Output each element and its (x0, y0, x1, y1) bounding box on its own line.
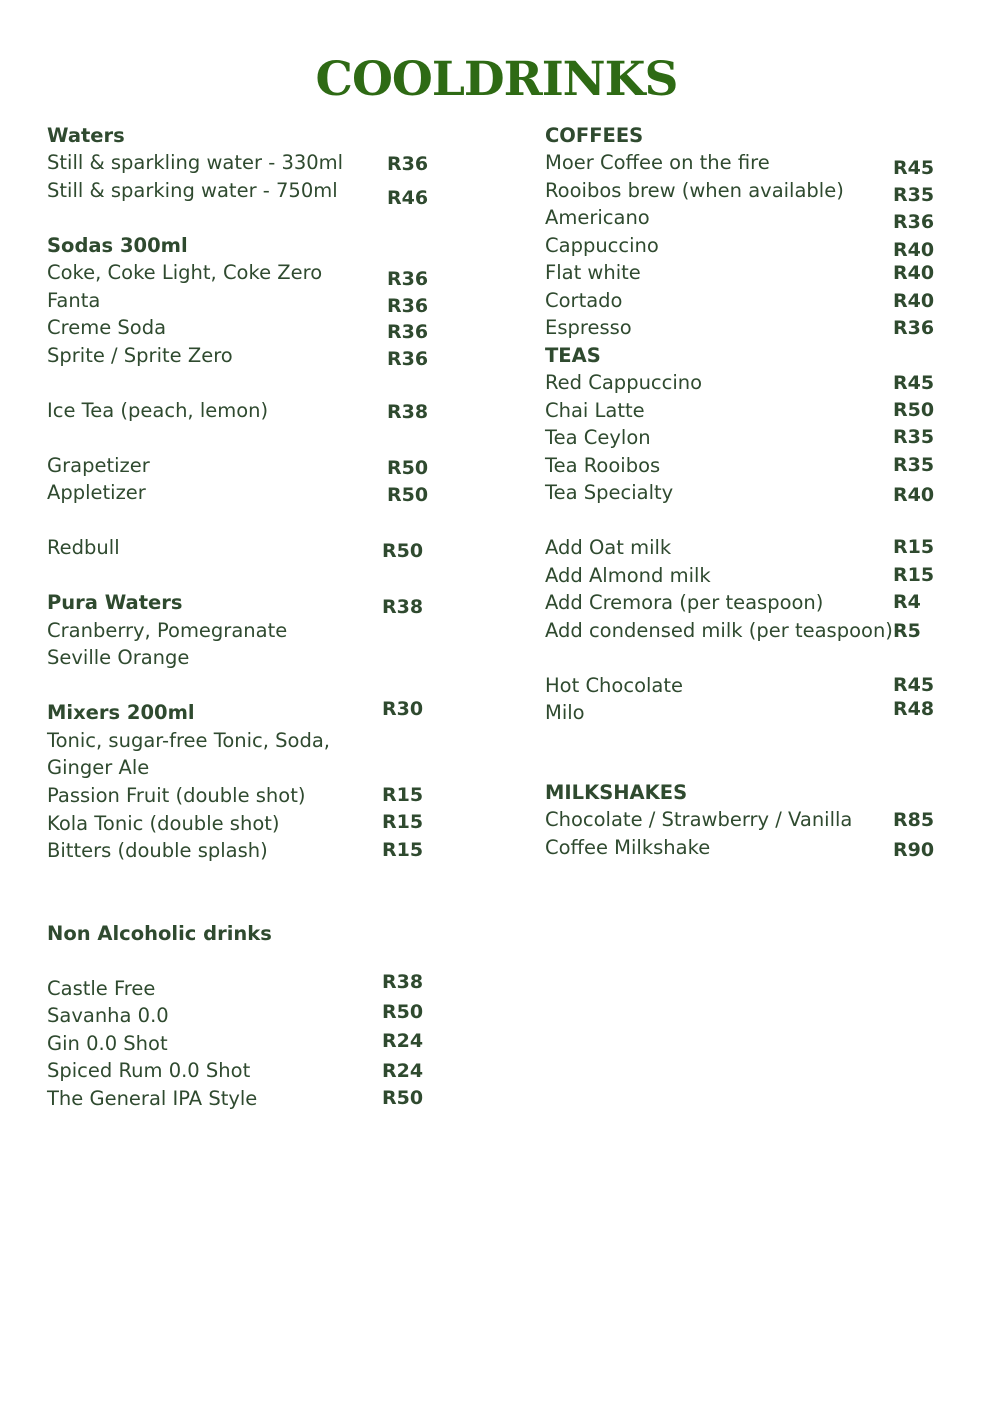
menu-item-price: R4 (893, 591, 921, 613)
menu-title: COOLDRINKS (315, 52, 678, 107)
menu-item-price: R36 (387, 321, 429, 343)
menu-item-name: Coke, Coke Light, Coke Zero (47, 261, 323, 284)
menu-item-price: R50 (382, 1001, 424, 1023)
menu-item-price: R38 (382, 971, 424, 993)
menu-item-name: Cranberry, Pomegranate (47, 619, 288, 642)
menu-item-name: Tea Ceylon (545, 426, 651, 449)
menu-item-price: R5 (893, 620, 921, 642)
menu-item-name: Sprite / Sprite Zero (47, 344, 233, 367)
menu-item-price: R50 (893, 399, 935, 421)
milkshakes-heading: MILKSHAKES (545, 781, 688, 804)
menu-item-name: Tonic, sugar-free Tonic, Soda, (47, 729, 330, 752)
menu-item-price: R85 (893, 809, 935, 831)
menu-item-price: R45 (893, 157, 935, 179)
pura-waters-heading: Pura Waters (47, 591, 183, 614)
menu-item-name: Seville Orange (47, 646, 190, 669)
menu-item-name: Fanta (47, 289, 101, 312)
menu-item-price: R40 (893, 290, 935, 312)
menu-item-name: Still & sparking water - 750ml (47, 179, 338, 202)
menu-item-price: R15 (893, 564, 935, 586)
menu-item-name: Creme Soda (47, 316, 167, 339)
menu-item-price: R48 (893, 698, 935, 720)
menu-item-name: Ice Tea (peach, lemon) (47, 399, 269, 422)
menu-item-name: Kola Tonic (double shot) (47, 812, 280, 835)
menu-item-price: R50 (387, 484, 429, 506)
menu-item-price: R36 (893, 211, 935, 233)
menu-item-name: Cappuccino (545, 234, 659, 257)
coffees-heading: COFFEES (545, 124, 644, 147)
menu-item-name: Gin 0.0 Shot (47, 1032, 168, 1055)
menu-item-price: R36 (893, 317, 935, 339)
menu-item-name: Savanha 0.0 (47, 1004, 169, 1027)
menu-item-price: R50 (382, 540, 424, 562)
menu-item-name: Red Cappuccino (545, 371, 703, 394)
menu-item-name: Hot Chocolate (545, 674, 684, 697)
menu-item-price: R30 (382, 698, 424, 720)
menu-item-name: Milo (545, 701, 585, 724)
mixers-heading: Mixers 200ml (47, 701, 195, 724)
menu-item-price: R35 (893, 426, 935, 448)
menu-item-name: Tea Rooibos (545, 454, 661, 477)
menu-item-name: Add Almond milk (545, 564, 711, 587)
menu-item-price: R46 (387, 187, 429, 209)
menu-item-price: R15 (382, 784, 424, 806)
menu-item-name: Add Cremora (per teaspoon) (545, 591, 824, 614)
menu-item-name: Ginger Ale (47, 756, 150, 779)
menu-item-name: Flat white (545, 261, 641, 284)
menu-item-name: Espresso (545, 316, 632, 339)
menu-item-price: R40 (893, 484, 935, 506)
menu-item-name: Castle Free (47, 977, 156, 1000)
menu-item-name: Spiced Rum 0.0 Shot (47, 1059, 251, 1082)
waters-heading: Waters (47, 124, 125, 147)
menu-item-name: Americano (545, 206, 650, 229)
menu-item-price: R50 (387, 457, 429, 479)
menu-item-price: R15 (382, 811, 424, 833)
menu-item-price: R35 (893, 184, 935, 206)
menu-item-name: Bitters (double splash) (47, 839, 268, 862)
menu-item-name: Moer Coffee on the fire (545, 151, 770, 174)
menu-item-price: R45 (893, 372, 935, 394)
menu-item-price: R15 (382, 839, 424, 861)
menu-item-name: Tea Specialty (545, 481, 674, 504)
menu-item-price: R36 (387, 153, 429, 175)
menu-item-name: Chai Latte (545, 399, 645, 422)
menu-item-name: Coffee Milkshake (545, 836, 711, 859)
menu-item-name: Appletizer (47, 481, 146, 504)
menu-item-name: Chocolate / Strawberry / Vanilla (545, 808, 853, 831)
menu-item-price: R36 (387, 348, 429, 370)
menu-item-price: R38 (382, 596, 424, 618)
menu-item-price: R24 (382, 1060, 424, 1082)
teas-heading: TEAS (545, 344, 601, 367)
menu-item-price: R15 (893, 536, 935, 558)
menu-item-price: R35 (893, 454, 935, 476)
menu-item-name: Add condensed milk (per teaspoon) (545, 619, 893, 642)
menu-item-price: R24 (382, 1030, 424, 1052)
menu-item-price: R36 (387, 295, 429, 317)
menu-item-name: Add Oat milk (545, 536, 672, 559)
menu-item-name: Rooibos brew (when available) (545, 179, 844, 202)
menu-item-price: R40 (893, 262, 935, 284)
menu-item-name: Still & sparkling water - 330ml (47, 151, 344, 174)
non-alcoholic-heading: Non Alcoholic drinks (47, 922, 272, 945)
menu-item-price: R40 (893, 239, 935, 261)
menu-item-name: The General IPA Style (47, 1087, 258, 1110)
sodas-heading: Sodas 300ml (47, 234, 188, 257)
menu-item-price: R90 (893, 839, 935, 861)
menu-item-name: Cortado (545, 289, 623, 312)
menu-item-name: Grapetizer (47, 454, 150, 477)
menu-item-price: R50 (382, 1087, 424, 1109)
menu-item-price: R36 (387, 268, 429, 290)
menu-item-price: R45 (893, 674, 935, 696)
menu-item-price: R38 (387, 401, 429, 423)
menu-item-name: Redbull (47, 536, 120, 559)
menu-item-name: Passion Fruit (double shot) (47, 784, 306, 807)
